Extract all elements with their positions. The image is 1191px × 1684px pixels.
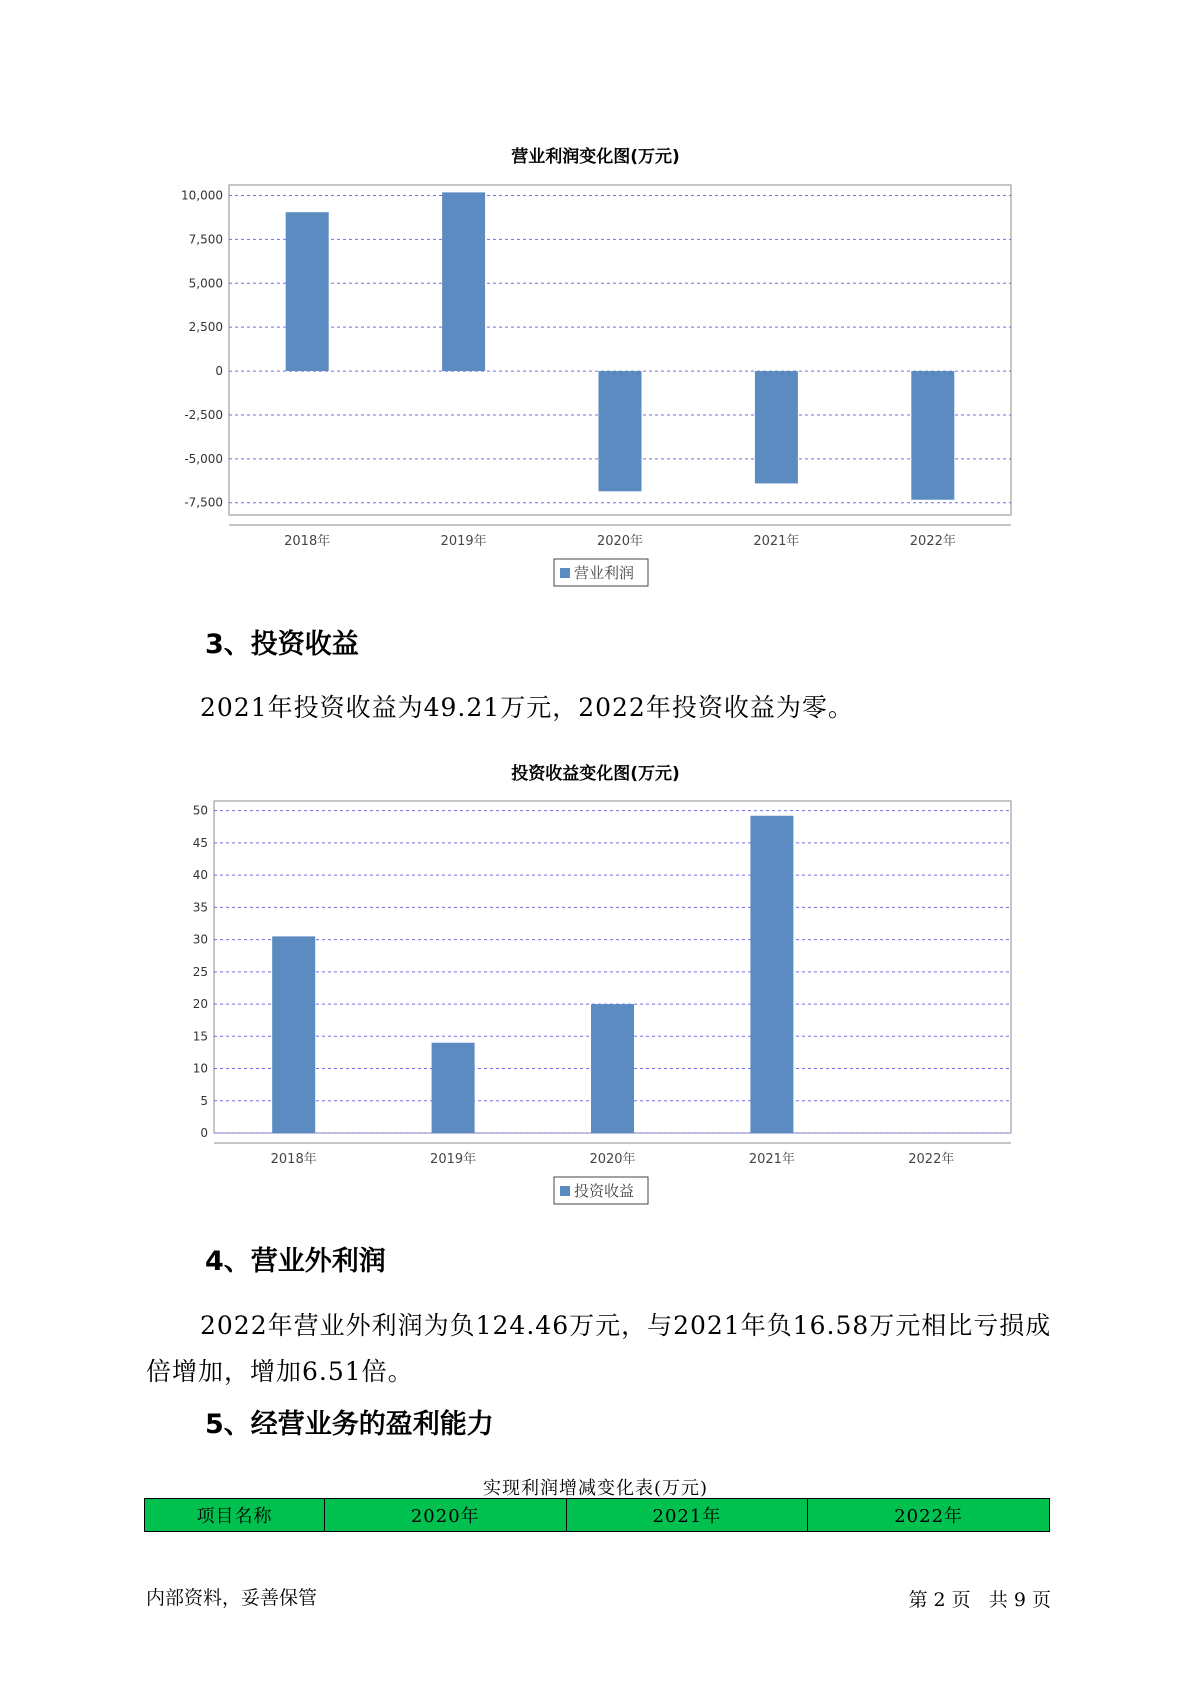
x-tick-label: 2022年 [908,1152,955,1167]
y-tick-label: 10 [192,1061,208,1076]
bar [272,936,315,1133]
bar [432,1043,475,1133]
y-tick-label: 15 [192,1029,208,1044]
chart-legend [554,559,648,586]
x-tick-label: 2018年 [270,1152,317,1167]
bar [599,371,642,491]
section3-text: 2021年投资收益为49.21万元，2022年投资收益为零。 [200,693,854,722]
y-tick-label: 20 [192,997,208,1012]
section5-heading: 5、经营业务的盈利能力 [205,1409,494,1440]
x-tick-label: 2019年 [430,1152,477,1167]
page-label-unit: 页 [951,1589,971,1611]
y-tick-label: 7,500 [188,232,223,247]
header-2022: 2022年 [808,1499,1050,1532]
y-tick-label: 5 [200,1093,208,1108]
header-2020: 2020年 [324,1499,566,1532]
profit-change-table [144,1498,1050,1532]
footer-confidential: 内部资料，妥善保管 [146,1587,318,1609]
investment-income-chart [0,790,1191,1210]
y-tick-label: 2,500 [188,320,223,335]
page-number: 2 [933,1589,946,1611]
section4-line2: 倍增加，增加6.51倍。 [146,1357,414,1386]
y-tick-label: -2,500 [184,407,223,422]
header-item-name: 项目名称 [145,1499,325,1532]
y-tick-label: 35 [192,900,208,915]
y-tick-label: 0 [215,364,223,379]
y-tick-label: 10,000 [181,188,223,203]
legend-label: 营业利润 [574,564,635,582]
y-tick-label: 40 [192,868,208,883]
x-tick-label: 2018年 [284,534,331,549]
legend-swatch [560,568,570,578]
y-tick-label: -5,000 [184,451,223,466]
section3-heading: 3、投资收益 [205,629,359,660]
total-label-unit: 页 [1031,1589,1051,1611]
section4-line1: 2022年营业外利润为负124.46万元，与2021年负16.58万元相比亏损成 [200,1311,1052,1340]
x-tick-label: 2020年 [589,1152,636,1167]
legend-swatch [560,1186,570,1196]
operating-profit-chart [0,170,1191,590]
bar [442,192,485,371]
chart2-title: 投资收益变化图(万元) [511,764,680,784]
bar [750,816,793,1133]
x-tick-label: 2021年 [748,1152,795,1167]
y-tick-label: -7,500 [184,495,223,510]
y-tick-label: 45 [192,835,208,850]
chart-legend [554,1177,648,1204]
bar [286,212,329,371]
chart1-title: 营业利润变化图(万元) [511,147,680,167]
x-tick-label: 2021年 [753,534,800,549]
x-tick-label: 2022年 [909,534,956,549]
total-label-prefix: 共 [988,1589,1008,1611]
total-pages: 9 [1013,1589,1026,1611]
table-caption: 实现利润增减变化表(万元) [482,1478,709,1499]
y-tick-label: 30 [192,932,208,947]
y-tick-label: 5,000 [188,276,223,291]
y-tick-label: 50 [192,803,208,818]
page-label-prefix: 第 [908,1589,928,1611]
bar [911,371,954,500]
x-tick-label: 2020年 [596,534,644,549]
legend-label: 投资收益 [574,1182,635,1200]
bar [591,1004,634,1133]
x-tick-label: 2019年 [440,534,487,549]
header-2021: 2021年 [566,1499,808,1532]
bar [755,371,798,483]
section4-heading: 4、营业外利润 [205,1246,386,1277]
y-tick-label: 0 [200,1126,208,1140]
y-tick-label: 25 [192,964,208,979]
footer-page-info [908,1585,1051,1612]
table-header-row [145,1499,1050,1532]
